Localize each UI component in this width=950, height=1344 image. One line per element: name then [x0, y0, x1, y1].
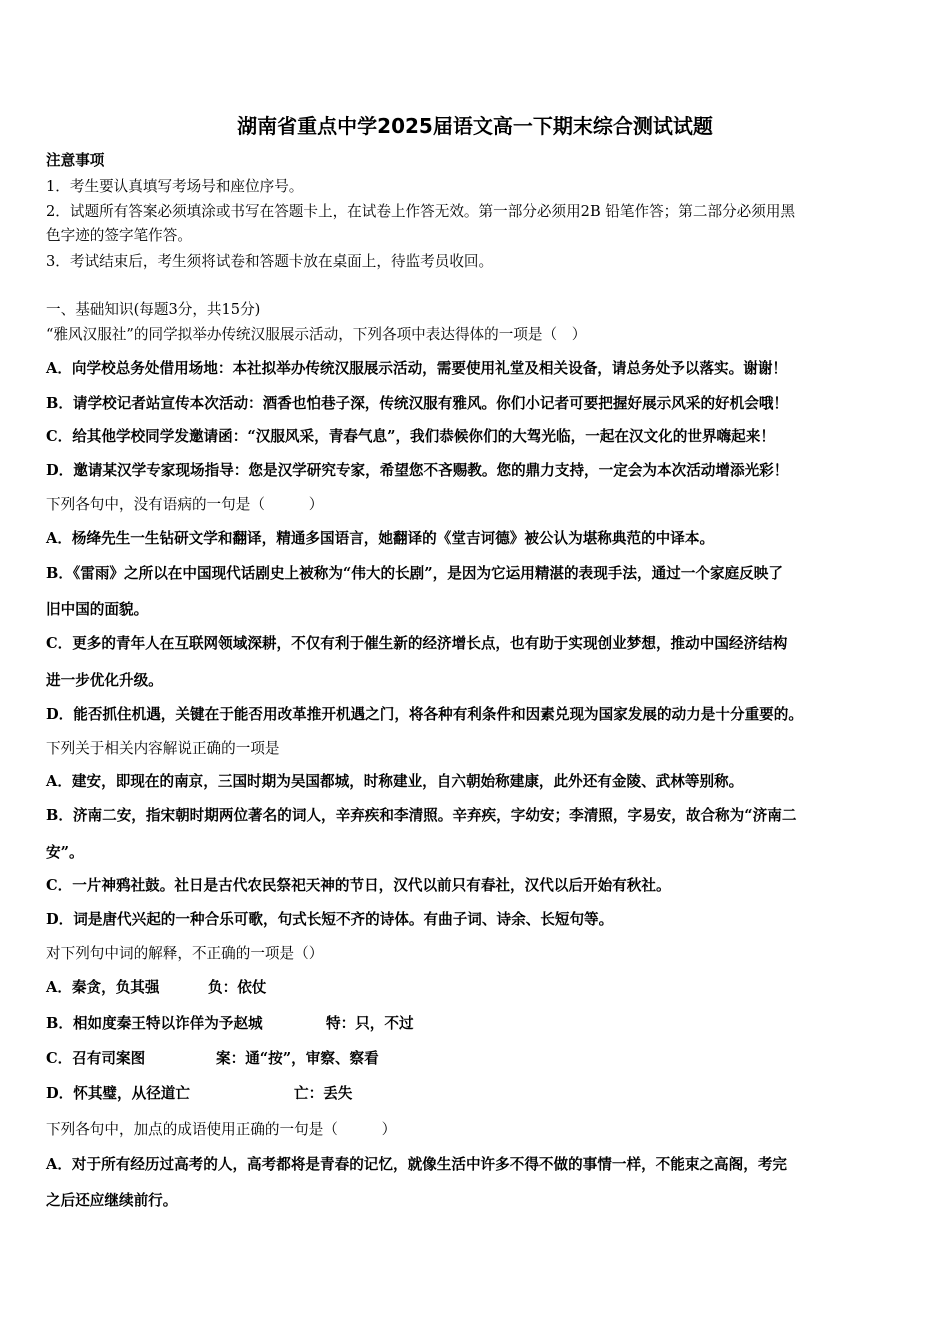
answer-option [46, 1014, 908, 1034]
notice-item: 2．试题所有答案必须填涂或书写在答题卡上，在试卷上作答无效。第一部分必须用2B 铅笔作答；第二部分必须用黑 [46, 203, 796, 220]
answer-option: A．对于所有经历过高考的人，高考都将是青春的记忆，就像生活中许多不得不做的事情一样，不能束之高阁，考完 [46, 1156, 788, 1173]
question-stem: “雅风汉服社”的同学拟举办传统汉服展示活动，下列各项中表达得体的一项是（ ） [46, 326, 587, 343]
option-sentence: A．秦贪，负其强 [46, 979, 160, 996]
answer-option: D．邀请某汉学专家现场指导：您是汉学研究专家，希望您不吝赐教。您的鼎力支持，一定会为本次活动增添光彩！ [46, 462, 789, 479]
answer-option: A．建安，即现在的南京，三国时期为吴国都城，时称建业，自六朝始称建康，此外还有金陵、武林等别称。 [46, 773, 744, 790]
answer-option: C．更多的青年人在互联网领域深耕，不仅有利于催生新的经济增长点，也有助于实现创业梦想，推动中国经济结构 [46, 635, 788, 652]
exam-title: 湖南省重点中学2025届语文高一下期末综合测试试题 [237, 114, 713, 138]
notice-item: 1．考生要认真填写考场号和座位序号。 [46, 178, 304, 195]
answer-option: B．请学校记者站宣传本次活动：酒香也怕巷子深，传统汉服有雅风。你们小记者可要把握好展示风采的好机会哦！ [46, 395, 789, 412]
section-heading: 一、基础知识(每题3分，共15分) [46, 301, 261, 318]
notice-heading: 注意事项 [46, 152, 105, 169]
answer-option: D．能否抓住机遇，关键在于能否用改革推开机遇之门，将各种有利条件和因素兑现为国家发展的动力是十分重要的。 [46, 706, 803, 723]
question-stem: 下列各句中，加点的成语使用正确的一句是（ ） [46, 1121, 397, 1138]
answer-option [46, 978, 908, 998]
answer-option: D．词是唐代兴起的一种合乐可歌，句式长短不齐的诗体。有曲子词、诗余、长短句等。 [46, 911, 614, 928]
answer-option: B．《雷雨》之所以在中国现代话剧史上被称为“伟大的长剧”，是因为它运用精湛的表现手法，通过一个家庭反映了 [46, 565, 783, 582]
question-stem: 下列各句中，没有语病的一句是（ ） [46, 496, 324, 513]
notice-item: 3．考试结束后，考生须将试卷和答题卡放在桌面上，待监考员收回。 [46, 253, 494, 270]
notice-item: 色字迹的签字笔作答。 [46, 227, 192, 244]
answer-option: A．杨绛先生一生钻研文学和翻译，精通多国语言，她翻译的《堂吉诃德》被公认为堪称典范的中译本。 [46, 530, 715, 547]
option-gloss: 负：依仗 [208, 979, 267, 996]
answer-option [46, 1049, 908, 1069]
option-gloss: 特：只，不过 [326, 1015, 414, 1032]
answer-option-continued: 之后还应继续前行。 [46, 1192, 178, 1209]
option-sentence: D．怀其璧，从径道亡 [46, 1085, 191, 1102]
answer-option-continued: 安”。 [46, 844, 84, 861]
option-sentence: C．召有司案图 [46, 1050, 146, 1067]
option-gloss: 亡：丢失 [294, 1085, 353, 1102]
answer-option-continued: 进一步优化升级。 [46, 672, 163, 689]
option-gloss: 案：通“按”，审察、察看 [216, 1050, 379, 1067]
answer-option [46, 1084, 908, 1104]
question-stem: 下列关于相关内容解说正确的一项是 [46, 740, 280, 757]
answer-option: C．一片神鸦社鼓。社日是古代农民祭祀天神的节日，汉代以前只有春社，汉代以后开始有秋社。 [46, 877, 671, 894]
option-sentence: B．相如度秦王特以诈佯为予赵城 [46, 1015, 263, 1032]
answer-option: A．向学校总务处借用场地：本社拟举办传统汉服展示活动，需要使用礼堂及相关设备，请总务处予以落实。谢谢！ [46, 360, 788, 377]
answer-option-continued: 旧中国的面貌。 [46, 601, 149, 618]
answer-option: B．济南二安，指宋朝时期两位著名的词人，辛弃疾和李清照。辛弃疾，字幼安；李清照，字易安，故合称为“济南二 [46, 807, 797, 824]
question-stem: 对下列句中词的解释，不正确的一项是（） [46, 945, 324, 962]
answer-option: C．给其他学校同学发邀请函：“汉服风采，青春气息”，我们恭候你们的大驾光临，一起在汉文化的世界嗨起来！ [46, 428, 775, 445]
